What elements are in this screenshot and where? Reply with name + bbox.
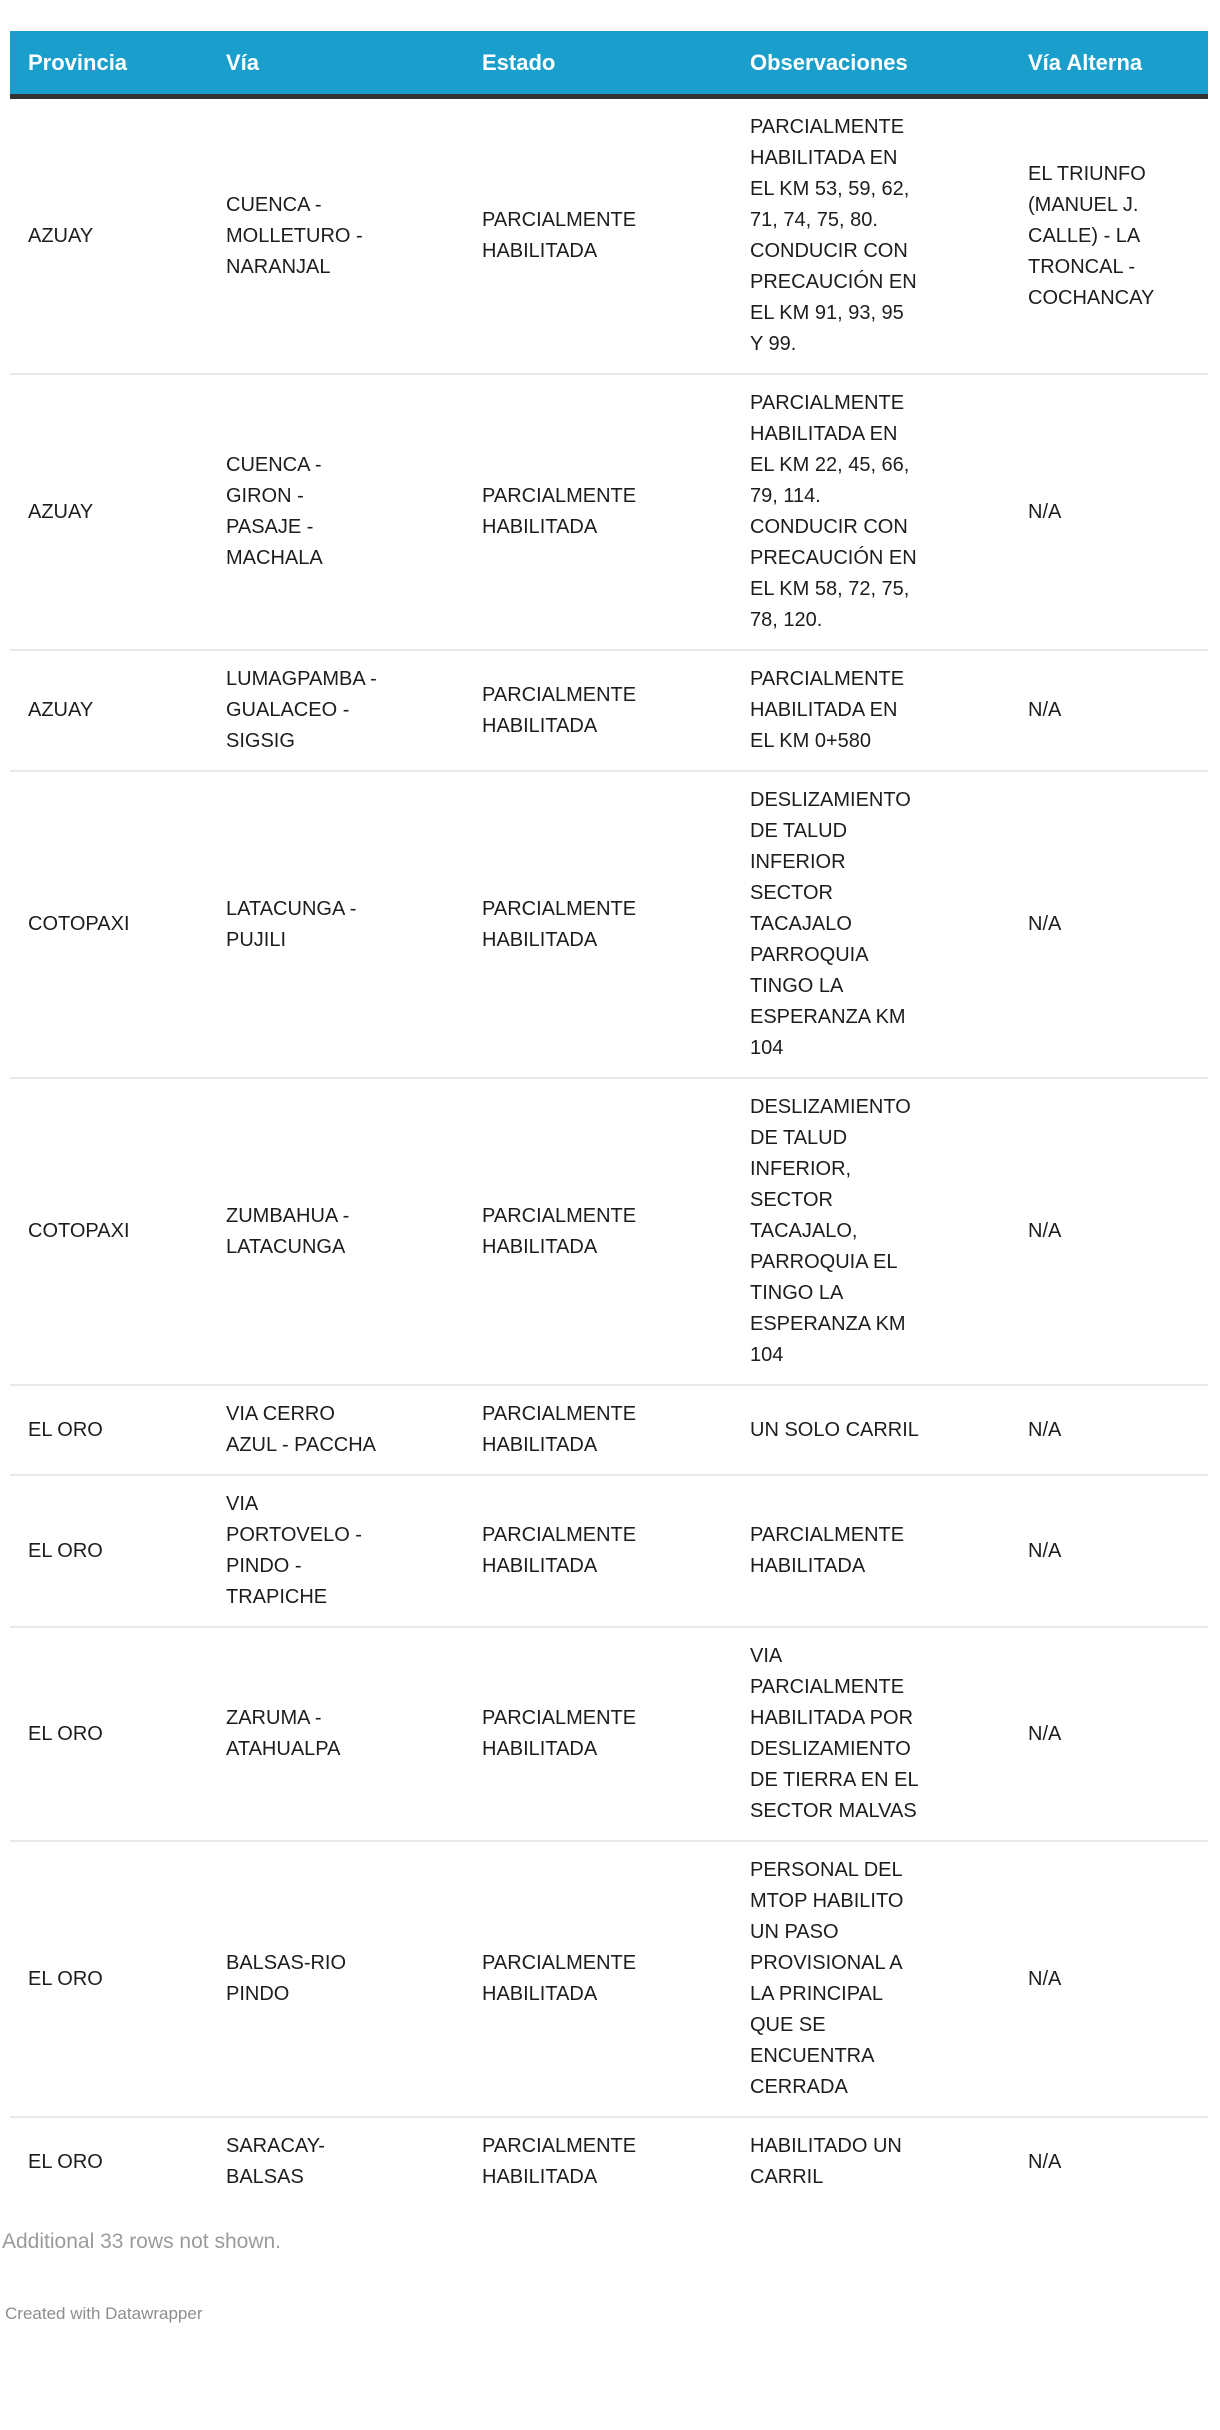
column-header-via-alterna: Vía Alterna xyxy=(1028,31,1208,97)
cell-estado: PARCIALMENTE HABILITADA xyxy=(482,374,750,650)
table-row xyxy=(10,771,1208,1078)
cell-observaciones: PARCIALMENTE HABILITADA EN EL KM 22, 45, 66, 79, 114. CONDUCIR CON PRECAUCIÓN EN EL KM 58, 72, 75, 78, 120. xyxy=(750,374,1028,650)
cell-via: VIA PORTOVELO - PINDO - TRAPICHE xyxy=(226,1475,482,1627)
cell-estado: PARCIALMENTE HABILITADA xyxy=(482,97,750,375)
header-row xyxy=(10,31,1208,97)
table-row xyxy=(10,650,1208,771)
cell-via: LUMAGPAMBA - GUALACEO - SIGSIG xyxy=(226,650,482,771)
cell-provincia: EL ORO xyxy=(28,2150,103,2173)
cell-provincia: AZUAY xyxy=(10,650,226,771)
cell-observaciones: PARCIALMENTE HABILITADA EN EL KM 0+580 xyxy=(750,650,1028,771)
cell-provincia: EL ORO xyxy=(10,1627,226,1841)
cell-provincia: AZUAY xyxy=(10,374,226,650)
cell-observaciones: PARCIALMENTE HABILITADA EN EL KM 53, 59, 62, 71, 74, 75, 80. CONDUCIR CON PRECAUCIÓN EN EL KM 91, 93, 95 Y 99. xyxy=(750,97,1028,375)
cell-via: BALSAS-RIO PINDO xyxy=(226,1841,482,2117)
table-header xyxy=(10,31,1208,97)
cell-via-alterna: N/A xyxy=(1028,1627,1208,1841)
cell-via: ZARUMA - ATAHUALPA xyxy=(226,1627,482,1841)
cell-estado: PARCIALMENTE HABILITADA xyxy=(482,1475,750,1627)
cell-via-alterna: N/A xyxy=(1028,1078,1208,1385)
cell-via-alterna: N/A xyxy=(1028,374,1208,650)
cell-provincia: COTOPAXI xyxy=(10,1078,226,1385)
cell-via-alterna: N/A xyxy=(1028,2150,1062,2173)
cell-estado: PARCIALMENTE HABILITADA xyxy=(482,650,750,771)
table-row xyxy=(10,1627,1208,1841)
cell-observaciones: PARCIALMENTE HABILITADA xyxy=(750,1475,1028,1627)
cell-via: CUENCA - MOLLETURO - NARANJAL xyxy=(226,97,482,375)
cell-via-alterna: N/A xyxy=(1028,1841,1208,2117)
table-row xyxy=(10,1841,1208,2117)
cell-observaciones: VIA PARCIALMENTE HABILITADA POR DESLIZAMIENTO DE TIERRA EN EL SECTOR MALVAS xyxy=(750,1627,1028,1841)
cell-via-alterna: N/A xyxy=(1028,1475,1208,1627)
cell-via-alterna: EL TRIUNFO (MANUEL J. CALLE) - LA TRONCAL - COCHANCAY xyxy=(1028,97,1208,375)
cell-estado: PARCIALMENTE HABILITADA xyxy=(482,2135,637,2188)
column-header-provincia: Provincia xyxy=(10,31,226,97)
cell-via: VIA CERRO AZUL - PACCHA xyxy=(226,1385,482,1475)
table-row xyxy=(10,1078,1208,1385)
cell-via: SARACAY-BALSAS xyxy=(226,2135,325,2188)
table-body xyxy=(10,97,1208,2207)
table-row xyxy=(10,374,1208,650)
cell-via: LATACUNGA - PUJILI xyxy=(226,771,482,1078)
cell-provincia: AZUAY xyxy=(10,97,226,375)
column-header-estado: Estado xyxy=(482,31,750,97)
cell-observaciones: HABILITADO UN CARRIL xyxy=(750,2135,902,2188)
cell-observaciones: DESLIZAMIENTO DE TALUD INFERIOR SECTOR TACAJALO PARROQUIA TINGO LA ESPERANZA KM 104 xyxy=(750,771,1028,1078)
cell-via-alterna: N/A xyxy=(1028,771,1208,1078)
cell-provincia: EL ORO xyxy=(10,1841,226,2117)
cell-observaciones: DESLIZAMIENTO DE TALUD INFERIOR, SECTOR TACAJALO, PARROQUIA EL TINGO LA ESPERANZA KM 104 xyxy=(750,1078,1028,1385)
cell-estado: PARCIALMENTE HABILITADA xyxy=(482,1841,750,2117)
cell-observaciones: UN SOLO CARRIL xyxy=(750,1385,1028,1475)
cell-via: CUENCA - GIRON - PASAJE - MACHALA xyxy=(226,374,482,650)
table-row xyxy=(10,1385,1208,1475)
table-row xyxy=(10,97,1208,375)
cell-estado: PARCIALMENTE HABILITADA xyxy=(482,1385,750,1475)
table-row xyxy=(10,2117,1208,2206)
datawrapper-credit-link[interactable]: Created with Datawrapper xyxy=(5,2304,203,2323)
cell-via-alterna: N/A xyxy=(1028,1385,1208,1475)
table-row xyxy=(10,1475,1208,1627)
cell-via: ZUMBAHUA - LATACUNGA xyxy=(226,1078,482,1385)
cell-observaciones: PERSONAL DEL MTOP HABILITO UN PASO PROVISIONAL A LA PRINCIPAL QUE SE ENCUENTRA CERRADA xyxy=(750,1841,1028,2117)
cell-provincia: EL ORO xyxy=(10,1475,226,1627)
cell-provincia: COTOPAXI xyxy=(10,771,226,1078)
road-status-table xyxy=(10,31,1208,2206)
column-header-via: Vía xyxy=(226,31,482,97)
cell-estado: PARCIALMENTE HABILITADA xyxy=(482,1078,750,1385)
cell-provincia: EL ORO xyxy=(10,1385,226,1475)
column-header-observaciones: Observaciones xyxy=(750,31,1028,97)
additional-rows-note: Additional 33 rows not shown. xyxy=(2,2230,281,2253)
cell-estado: PARCIALMENTE HABILITADA xyxy=(482,771,750,1078)
cell-estado: PARCIALMENTE HABILITADA xyxy=(482,1627,750,1841)
cell-via-alterna: N/A xyxy=(1028,650,1208,771)
